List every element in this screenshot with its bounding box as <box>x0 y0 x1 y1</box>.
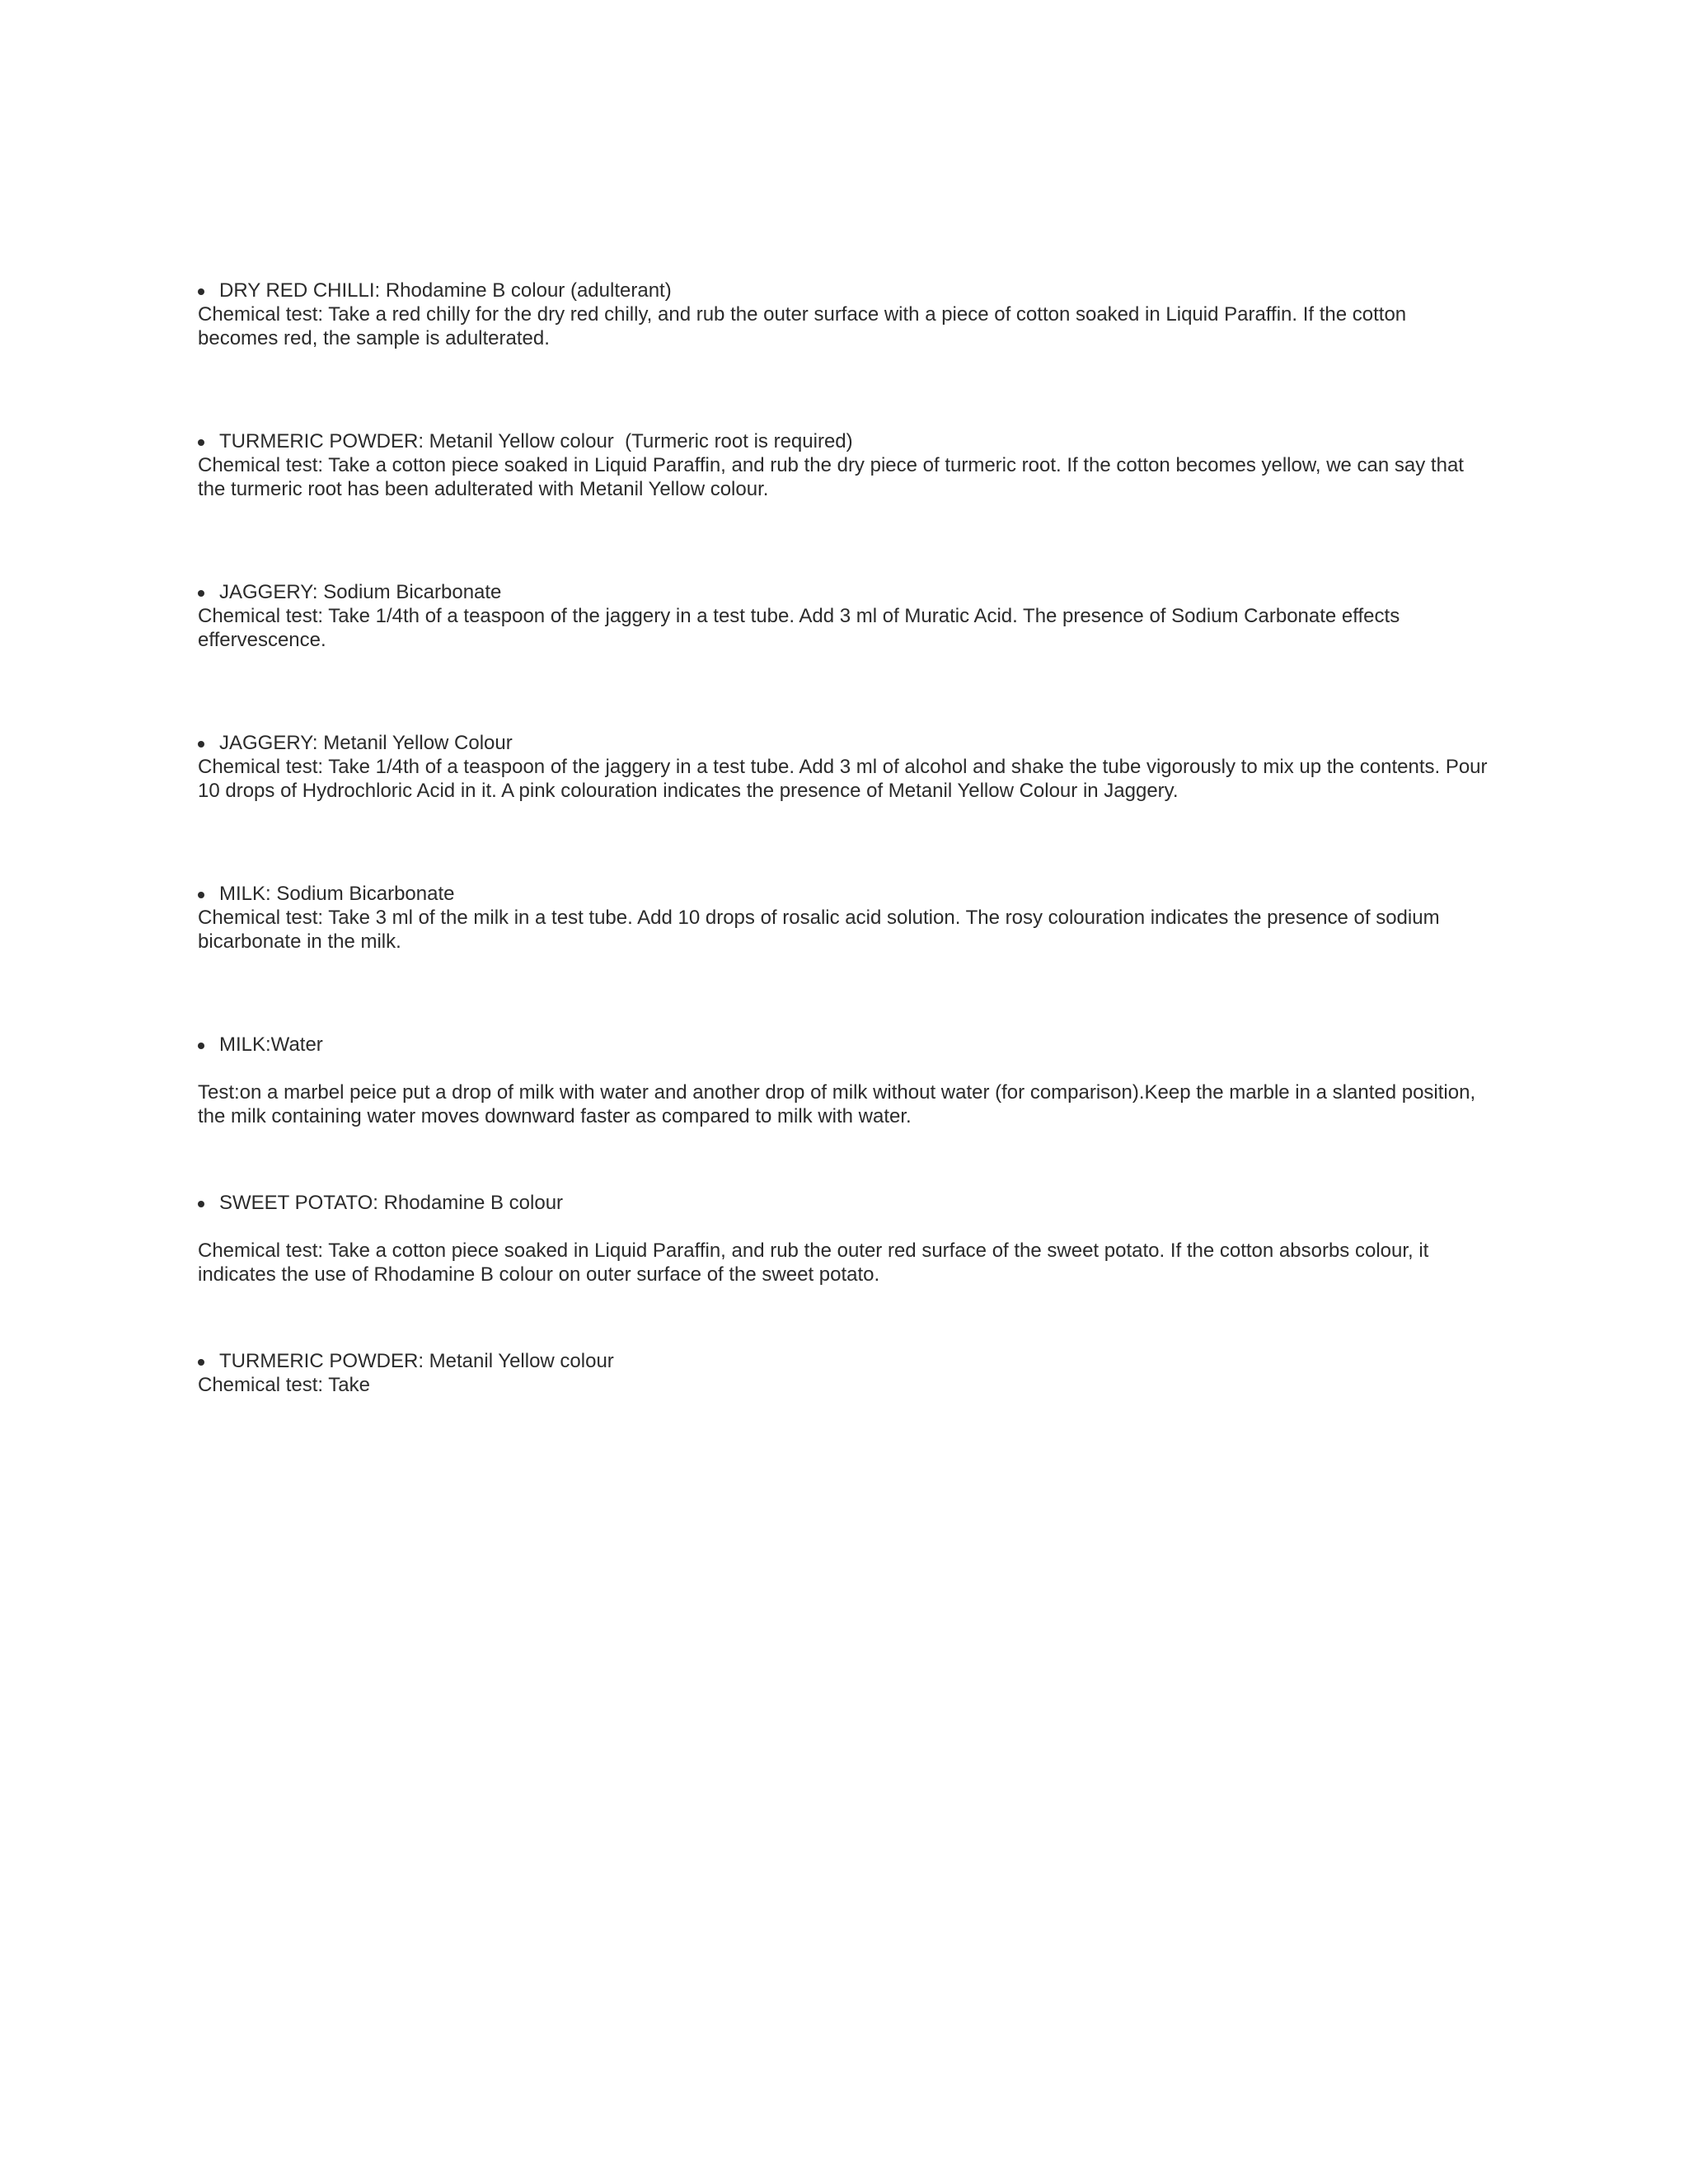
entry-description: Chemical test: Take a red chilly for the dry red chilly, and rub the outer surface with a piece of cotton soaked in Liquid Paraffin. If the cotton becomes red, the sample is adulterated. <box>198 303 1407 349</box>
list-item <box>198 731 1492 803</box>
entry-heading-text: JAGGERY: Metanil Yellow Colour <box>219 732 513 754</box>
entry-description: Chemical test: Take a cotton piece soaked in Liquid Paraffin, and rub the dry piece of turmeric root. If the cotton becomes yellow, we can say that the turmeric root has been adulterated with Metanil Yellow colour. <box>198 454 1464 500</box>
entry-heading <box>198 580 1492 604</box>
bullet-icon <box>198 1201 204 1207</box>
entry-heading <box>198 279 1492 302</box>
entry-heading-text: SWEET POTATO: Rhodamine B colour <box>219 1192 564 1214</box>
entry-heading <box>198 1033 1492 1057</box>
entry-heading-text: TURMERIC POWDER: Metanil Yellow colour (Turmeric root is required) <box>219 430 853 452</box>
bullet-icon <box>198 590 204 597</box>
entry-heading-text: DRY RED CHILLI: Rhodamine B colour (adulterant) <box>219 279 672 302</box>
entry-heading <box>198 429 1492 453</box>
bullet-icon <box>198 741 204 748</box>
entry-description: Test:on a marbel peice put a drop of milk with water and another drop of milk without water (for comparison).Keep the marble in a slanted position, the milk containing water moves downward faster as compared to milk with water. <box>198 1081 1476 1127</box>
entry-heading-text: TURMERIC POWDER: Metanil Yellow colour <box>219 1350 614 1372</box>
entry-description: Chemical test: Take a cotton piece soaked in Liquid Paraffin, and rub the outer red surface of the sweet potato. If the cotton absorbs colour, it indicates the use of Rhodamine B colour on outer surface of the sweet potato. <box>198 1240 1429 1286</box>
bullet-icon <box>198 439 204 446</box>
entry-heading-text: MILK:Water <box>219 1033 323 1056</box>
list-item <box>198 1033 1492 1128</box>
list-item <box>198 429 1492 501</box>
list-item <box>198 580 1492 652</box>
adulteration-test-list <box>198 279 1492 1476</box>
bullet-icon <box>198 892 204 898</box>
entry-heading <box>198 1191 1492 1215</box>
bullet-icon <box>198 1359 204 1366</box>
entry-description: Chemical test: Take 3 ml of the milk in a test tube. Add 10 drops of rosalic acid solution. The rosy colouration indicates the presence of sodium bicarbonate in the milk. <box>198 907 1440 953</box>
entry-description: Chemical test: Take 1/4th of a teaspoon of the jaggery in a test tube. Add 3 ml of alcohol and shake the tube vigorously to mix up the contents. Pour 10 drops of Hydrochloric Acid in it. A pink colouration indicates the presence of Metanil Yellow Colour in Jaggery. <box>198 756 1488 802</box>
entry-description: Chemical test: Take <box>198 1374 370 1396</box>
bullet-icon <box>198 1043 204 1049</box>
entry-heading <box>198 731 1492 755</box>
bullet-icon <box>198 288 204 295</box>
list-item <box>198 1191 1492 1286</box>
entry-heading-text: JAGGERY: Sodium Bicarbonate <box>219 581 502 603</box>
list-item <box>198 1349 1492 1397</box>
entry-heading <box>198 882 1492 906</box>
entry-heading-text: MILK: Sodium Bicarbonate <box>219 883 455 905</box>
entry-heading <box>198 1349 1492 1373</box>
entry-description: Chemical test: Take 1/4th of a teaspoon of the jaggery in a test tube. Add 3 ml of Muratic Acid. The presence of Sodium Carbonate effects effervescence. <box>198 605 1400 651</box>
list-item <box>198 279 1492 350</box>
list-item <box>198 882 1492 954</box>
